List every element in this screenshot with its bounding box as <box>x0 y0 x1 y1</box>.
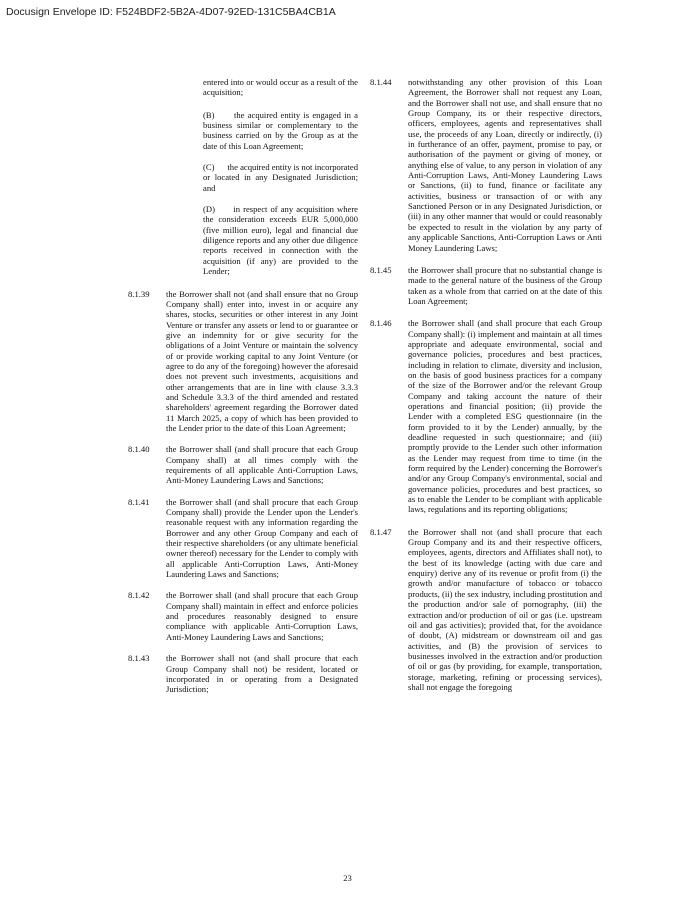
clause-8-1-41 <box>128 497 358 580</box>
clause-text: the Borrower shall not (and shall procure that each Group Company and its and their respective officers, employees, agents, directors and Affiliates shall not), to the best of its knowledge (acting with due care and enquiry) derive any of its revenue or profit from (i) the growth and/or manufacture of tobacco or tobacco products, (ii) the sex industry, including prostitution and the production and/or sale of pornography, (iii) the extraction and/or production of oil or gas (i.e. upstream oil and gas activities); provided that, for the avoidance of doubt, (A) midstream or downstream oil and gas activities, and (B) the provision of services to businesses involved in the extraction and/or production of oil or gas (by providing, for example, transportation, storage, marketing, refining or processing services), shall not engage the foregoing <box>408 526 602 692</box>
clause-8-1-42 <box>128 590 358 642</box>
clause-8-1-43 <box>128 653 358 694</box>
clause-number: 8.1.44 <box>370 77 392 87</box>
page-number: 23 <box>343 873 352 883</box>
clause-number: 8.1.46 <box>370 318 392 329</box>
sub-item-b: (B) the acquired entity is engaged in a business similar or complementary to the business carried on by the Group as at the date of this Loan Agreement; <box>203 109 358 151</box>
clause-number: 8.1.45 <box>370 264 392 275</box>
clause-8-1-40 <box>128 444 358 485</box>
clause-number: 8.1.43 <box>128 653 150 664</box>
docusign-envelope-id: Docusign Envelope ID: F524BDF2-5B2A-4D07-92ED-131C5BA4CB1A <box>6 6 336 18</box>
clause-8-1-47 <box>370 527 602 693</box>
clause-number: 8.1.41 <box>128 496 150 507</box>
clause-text: the Borrower shall (and shall procure that each Group Company shall) provide the Lender upon the Lender's reasonable request with any information regarding the Borrower and any other Group Company and each of their respective shareholders (or any ultimate beneficial owner thereof) necessary for the Lender to comply with all applicable Anti-Corruption Laws, Anti-Money Laundering Laws and Sanctions; <box>166 496 358 580</box>
clause-8-1-46 <box>370 318 602 515</box>
clause-number: 8.1.40 <box>128 444 150 455</box>
clause-text: the Borrower shall not (and shall ensure that no Group Company shall) enter into, invest in or acquire any shares, stocks, securities or other interest in any Joint Venture or transfer any assets or lend to or guarantee or give an indemnity for or give security for the obligations of a Joint Venture or maintain the solvency of or provide working capital to any Joint Venture (or agree to do any of the foregoing) however the aforesaid does not prevent such investments, acquisitions and other arrangements that are in line with clause 3.3.3 and Schedule 3.3.3 of the third amended and restated shareholders' agreement regarding the Borrower dated 11 March 2025, a copy of which has been provided to the Lender prior to the date of this Loan Agreement; <box>166 288 358 433</box>
clause-8-1-45 <box>370 265 602 306</box>
clause-8-1-44 <box>370 77 602 253</box>
right-column <box>370 77 602 692</box>
clause-number: 8.1.42 <box>128 590 150 601</box>
clause-number: 8.1.39 <box>128 288 150 299</box>
continuation-text: entered into or would occur as a result of the acquisition; <box>203 77 358 98</box>
clause-text: the Borrower shall (and shall procure that each Group Company shall) at all times comply with the requirements of all applicable Anti-Corruption Laws, Anti-Money Laundering Laws and Sanctions; <box>166 444 358 486</box>
clause-text: the Borrower shall not (and shall procure that each Group Company shall not) be resident, located or incorporated in or operating from a Designated Jurisdiction; <box>166 653 358 695</box>
clause-text: notwithstanding any other provision of this Loan Agreement, the Borrower shall not request any Loan, and the Borrower shall not use, and shall ensure that no Group Company, its or their respective directors, officers, employees, agents and representatives shall use, the proceeds of any Loan, directly or indirectly, (i) in furtherance of an offer, payment, promise to pay, or authorisation of the payment or giving of money, or anything else of value, to any person in violation of any Anti-Corruption Laws, Anti-Money Laundering Laws or Sanctions, (ii) to fund, finance or facilitate any activities, business or transaction of or with any Sanctioned Person or in any Designated Jurisdiction, or (iii) in any other manner that would or could reasonably be expected to result in the violation by any party of any applicable Sanctions, Anti-Corruption Laws or Anti Money Laundering Laws; <box>408 77 602 253</box>
clause-text: the Borrower shall procure that no substantial change is made to the general nature of the business of the Group taken as a whole from that carried on at the date of this Loan Agreement; <box>408 264 602 306</box>
left-column <box>128 77 358 695</box>
clause-number: 8.1.47 <box>370 526 392 537</box>
sub-item-d: (D) in respect of any acquisition where the consideration exceeds EUR 5,000,000 (five million euro), legal and financial due diligence reports and any other due diligence reports received in connection with the acquisition (if any) are provided to the Lender; <box>203 204 358 277</box>
clause-text: the Borrower shall (and shall procure that each Group Company shall) maintain in effect and enforce policies and procedures reasonably designed to ensure compliance with applicable Anti-Corruption Laws, Anti-Money Laundering Laws and Sanctions; <box>166 590 358 642</box>
sub-item-c: (C) the acquired entity is not incorporated or located in any Designated Jurisdiction; and <box>203 162 358 193</box>
clause-text: the Borrower shall (and shall procure that each Group Company shall): (i) implement and maintain at all times appropriate and adequate environmental, social and governance policies, procedures and best practices, including in relation to climate, diversity and inclusion, on the basis of good business practices for a company of the size of the Borrower and/or the relevant Group Company and taking account the nature of their operations and financial position; (ii) provide the Lender with a completed ESG questionnaire (in the form provided to it by the Lender) annually, by the deadline requested in such questionnaire; and (iii) promptly provide to the Lender such other information as the Lender may request from time to time (in the form required by the Lender) concerning the Borrower's and/or any Group Company's environmental, social and governance policies, procedures and best practices, so as to enable the Lender to be compliant with applicable laws, regulations and its reporting obligations; <box>408 318 602 515</box>
clause-8-1-39 <box>128 289 358 434</box>
